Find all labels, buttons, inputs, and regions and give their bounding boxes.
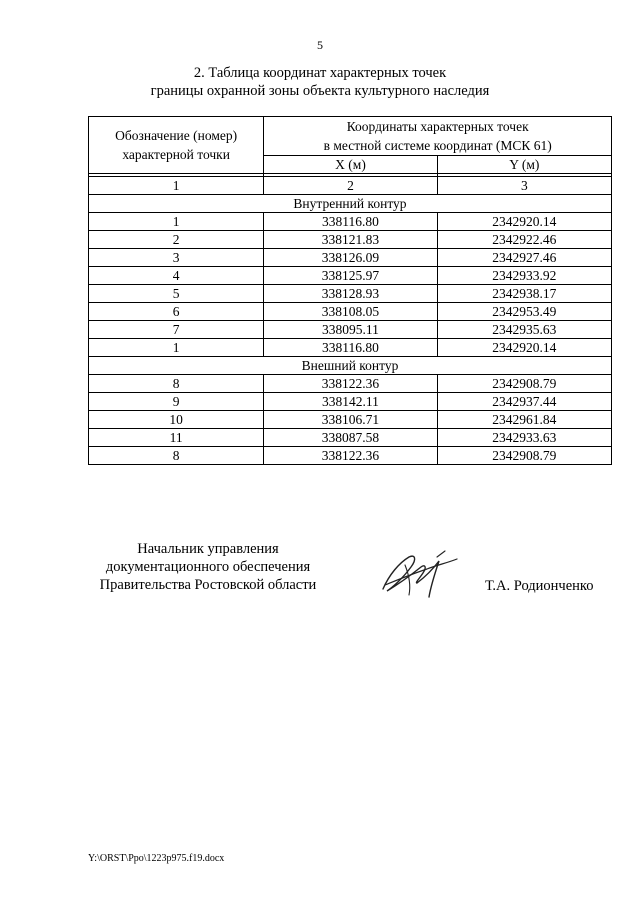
cell-y: 2342961.84 <box>437 411 611 429</box>
cell-point: 8 <box>89 375 264 393</box>
cell-point: 2 <box>89 231 264 249</box>
section-inner-contour: Внутренний контур <box>89 195 612 213</box>
table-row <box>89 231 612 249</box>
cell-point: 4 <box>89 267 264 285</box>
position-line-2: документационного обеспечения <box>105 559 311 575</box>
cell-point: 7 <box>89 321 264 339</box>
cell-x: 338087.58 <box>264 429 437 447</box>
table-row <box>89 267 612 285</box>
table-row <box>89 429 612 447</box>
table-row <box>89 375 612 393</box>
cell-y: 2342927.46 <box>437 249 611 267</box>
cell-x: 338106.71 <box>264 411 437 429</box>
table-row <box>89 249 612 267</box>
cell-y: 2342922.46 <box>437 231 611 249</box>
cell-x: 338125.97 <box>264 267 437 285</box>
cell-y: 2342908.79 <box>437 375 611 393</box>
header-y: Y (м) <box>437 156 611 174</box>
cell-y: 2342933.63 <box>437 429 611 447</box>
table-row <box>89 303 612 321</box>
header-point-designation <box>89 117 264 174</box>
header-point-line2: характерной точки <box>122 147 230 162</box>
page-number: 5 <box>317 38 323 52</box>
cell-point: 1 <box>89 213 264 231</box>
cell-x: 338116.80 <box>264 339 437 357</box>
table-row <box>89 213 612 231</box>
cell-x: 338142.11 <box>264 393 437 411</box>
header-coords-line1: Координаты характерных точек <box>346 119 529 134</box>
table-row <box>89 411 612 429</box>
cell-point: 8 <box>89 447 264 465</box>
cell-point: 9 <box>89 393 264 411</box>
position-line-3: Правительства Ростовской области <box>99 577 317 593</box>
header-point-line1: Обозначение (номер) <box>115 128 238 143</box>
cell-point: 6 <box>89 303 264 321</box>
section-outer-contour: Внешний контур <box>89 357 612 375</box>
document-title <box>0 64 640 100</box>
coordinates-table <box>88 116 612 465</box>
cell-point: 3 <box>89 249 264 267</box>
cell-y: 2342920.14 <box>437 213 611 231</box>
cell-point: 5 <box>89 285 264 303</box>
column-number: 1 <box>89 177 264 195</box>
cell-y: 2342953.49 <box>437 303 611 321</box>
column-number: 3 <box>437 177 611 195</box>
cell-x: 338121.83 <box>264 231 437 249</box>
cell-y: 2342920.14 <box>437 339 611 357</box>
inner-contour-rows <box>89 213 612 357</box>
signatory-position <box>88 540 328 594</box>
cell-y: 2342935.63 <box>437 321 611 339</box>
column-number: 2 <box>264 177 437 195</box>
cell-point: 11 <box>89 429 264 447</box>
outer-contour-rows <box>89 375 612 465</box>
table-row <box>89 393 612 411</box>
cell-x: 338128.93 <box>264 285 437 303</box>
cell-point: 10 <box>89 411 264 429</box>
header-coordinates <box>264 117 612 156</box>
table-row <box>89 285 612 303</box>
signatory-name: Т.А. Родионченко <box>485 578 594 594</box>
cell-y: 2342933.92 <box>437 267 611 285</box>
cell-point: 1 <box>89 339 264 357</box>
title-line-2: границы охранной зоны объекта культурного наследия <box>150 83 490 99</box>
cell-x: 338116.80 <box>264 213 437 231</box>
header-x: X (м) <box>264 156 437 174</box>
cell-y: 2342937.44 <box>437 393 611 411</box>
position-line-1: Начальник управления <box>137 541 279 557</box>
cell-x: 338108.05 <box>264 303 437 321</box>
cell-x: 338122.36 <box>264 447 437 465</box>
handwritten-signature <box>375 545 465 605</box>
footer-file-path: Y:\ORST\Ppo\1223p975.f19.docx <box>88 853 225 864</box>
table-row <box>89 321 612 339</box>
table-row <box>89 339 612 357</box>
cell-y: 2342908.79 <box>437 447 611 465</box>
cell-y: 2342938.17 <box>437 285 611 303</box>
cell-x: 338122.36 <box>264 375 437 393</box>
cell-x: 338126.09 <box>264 249 437 267</box>
title-line-1: 2. Таблица координат характерных точек <box>193 65 447 81</box>
column-number-row <box>89 177 612 195</box>
header-coords-line2: в местной системе координат (МСК 61) <box>323 138 552 153</box>
cell-x: 338095.11 <box>264 321 437 339</box>
table-row <box>89 447 612 465</box>
